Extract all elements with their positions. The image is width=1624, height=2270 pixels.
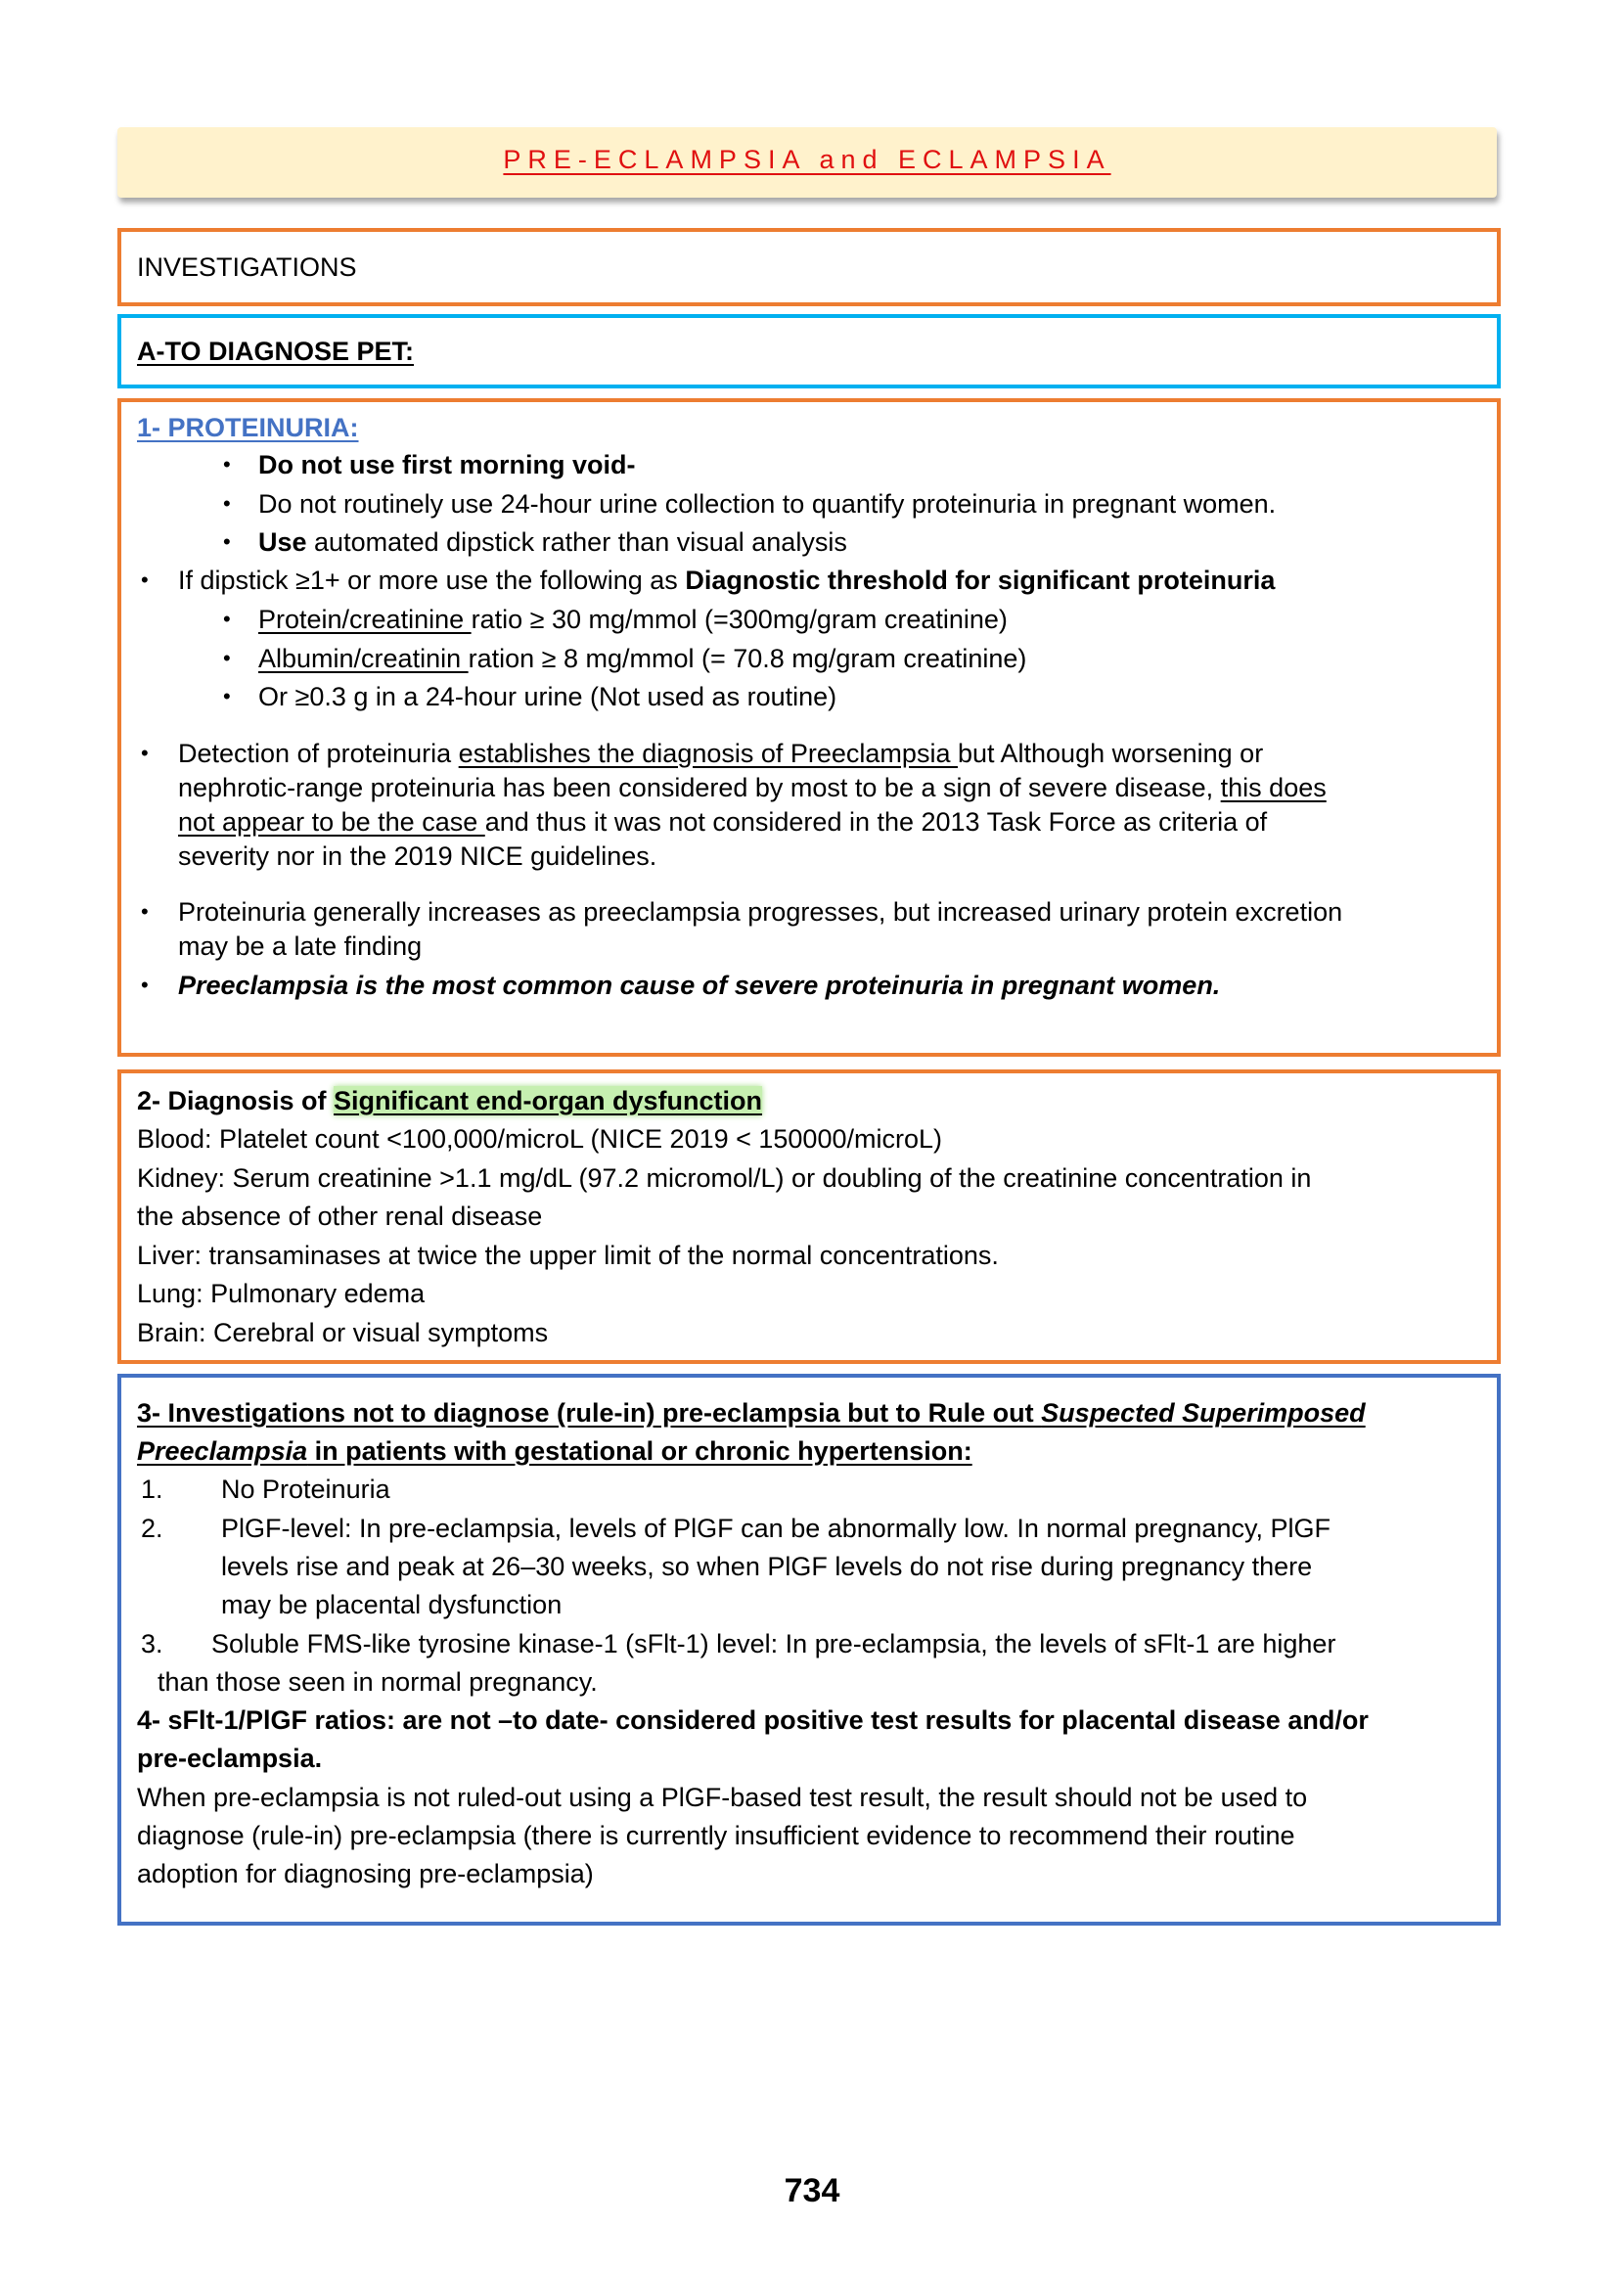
bullet-icon: • [141, 973, 149, 997]
criteria-kidney: Kidney: Serum creatinine >1.1 mg/dL (97.2 micromol/L) or doubling of the creatinine concentration in [137, 1163, 1312, 1193]
text: ration ≥ 8 mg/mmol (= 70.8 mg/gram creatinine) [468, 644, 1027, 673]
investigations-label: INVESTIGATIONS [137, 252, 357, 282]
paragraph-line: Proteinuria generally increases as preeclampsia progresses, but increased urinary protein excretion [178, 897, 1343, 927]
bullet-icon: • [141, 741, 149, 765]
bullet-icon: • [141, 568, 149, 592]
list-number: 2. [141, 1514, 163, 1543]
rule-out-heading [137, 1397, 1366, 1429]
bullet-icon: • [223, 452, 231, 477]
section-a-box [117, 314, 1501, 388]
list-item: No Proteinuria [221, 1475, 390, 1504]
end-organ-box [117, 1069, 1501, 1364]
page-number: 734 [784, 2172, 840, 2209]
list-item [178, 565, 1275, 596]
criteria-kidney-cont: the absence of other renal disease [137, 1202, 543, 1231]
criteria-blood: Blood: Platelet count <100,000/microL (NICE 2019 < 150000/microL) [137, 1124, 942, 1154]
paragraph-line [178, 772, 1327, 803]
note-line: When pre-eclampsia is not ruled-out using a PlGF-based test result, the result should not be used to [137, 1783, 1308, 1812]
investigations-box [117, 228, 1501, 306]
list-item: Do not routinely use 24-hour urine collection to quantify proteinuria in pregnant women. [258, 489, 1277, 519]
page-title: PRE-ECLAMPSIA and ECLAMPSIA [503, 145, 1111, 174]
ratio-statement-cont: pre-eclampsia. [137, 1744, 323, 1773]
rule-out-box [117, 1374, 1501, 1926]
list-item-cont: may be placental dysfunction [221, 1590, 563, 1619]
rule-out-heading-cont [137, 1435, 972, 1467]
title-banner [117, 127, 1497, 198]
list-item: Or ≥0.3 g in a 24-hour urine (Not used as routine) [258, 682, 837, 711]
text: and thus it was not considered in the 2013 Task Force as criteria of [484, 807, 1268, 837]
list-item [258, 643, 1026, 674]
emphasis: Diagnostic threshold for significant proteinuria [685, 566, 1276, 595]
list-item-cont: than those seen in normal pregnancy. [158, 1667, 598, 1697]
list-item: Soluble FMS-like tyrosine kinase-1 (sFlt-1) level: In pre-eclampsia, the levels of sFlt-1 are higher [211, 1629, 1336, 1658]
text: 3- Investigations not to diagnose (rule-in) pre-eclampsia but to Rule out [137, 1398, 1042, 1428]
list-number: 3. [141, 1629, 163, 1658]
list-item: Preeclampsia is the most common cause of severe proteinuria in pregnant women. [178, 971, 1221, 1000]
note-line: diagnose (rule-in) pre-eclampsia (there is currently insufficient evidence to recommend their routine [137, 1821, 1295, 1850]
text: but Although worsening or [957, 739, 1264, 768]
paragraph-line [178, 738, 1263, 769]
text: in patients with gestational or chronic hypertension: [307, 1436, 972, 1466]
criteria-brain: Brain: Cerebral or visual symptoms [137, 1318, 549, 1347]
text: Detection of proteinuria [178, 739, 459, 768]
text: 2- Diagnosis of [137, 1086, 335, 1115]
list-item-cont: levels rise and peak at 26–30 weeks, so when PlGF levels do not rise during pregnancy there [221, 1552, 1313, 1581]
bullet-icon: • [223, 491, 231, 516]
ratio-statement: 4- sFlt-1/PlGF ratios: are not –to date- considered positive test results for placental disease and/or [137, 1705, 1369, 1735]
underlined-text: this does [1220, 773, 1327, 802]
text: automated dipstick rather than visual analysis [306, 527, 847, 557]
list-item: PlGF-level: In pre-eclampsia, levels of PlGF can be abnormally low. In normal pregnancy, PlGF [221, 1514, 1331, 1543]
underlined-term: Albumin/creatinin [258, 644, 469, 673]
paragraph-line: may be a late finding [178, 931, 423, 961]
list-item [258, 526, 847, 558]
text: ratio ≥ 30 mg/mmol (=300mg/gram creatinine) [471, 605, 1008, 634]
underlined-term: Protein/creatinine [258, 605, 472, 634]
paragraph-line: severity nor in the 2019 NICE guidelines. [178, 841, 657, 871]
bullet-icon: • [223, 684, 231, 708]
emphasis: Use [258, 527, 307, 557]
underlined-text: establishes the diagnosis of Preeclampsia [458, 739, 958, 768]
text: nephrotic-range proteinuria has been considered by most to be a sign of severe disease, [178, 773, 1221, 802]
paragraph-line [178, 806, 1267, 838]
end-organ-heading [137, 1085, 762, 1116]
list-item [258, 604, 1008, 635]
bullet-icon: • [141, 899, 149, 924]
list-number: 1. [141, 1475, 163, 1504]
italic-text: Suspected Superimposed [1041, 1398, 1366, 1428]
text: If dipstick ≥1+ or more use the following as [178, 566, 686, 595]
proteinuria-heading: 1- PROTEINURIA: [137, 413, 359, 442]
underlined-text: not appear to be the case [178, 807, 485, 837]
bullet-icon: • [223, 529, 231, 554]
bullet-icon: • [223, 607, 231, 631]
proteinuria-box [117, 398, 1501, 1057]
section-a-heading: A-TO DIAGNOSE PET: [137, 337, 415, 366]
criteria-lung: Lung: Pulmonary edema [137, 1279, 426, 1308]
bullet-icon: • [223, 646, 231, 670]
list-item: Do not use first morning void- [258, 450, 636, 479]
note-line: adoption for diagnosing pre-eclampsia) [137, 1859, 594, 1888]
italic-text: Preeclampsia [137, 1436, 308, 1466]
criteria-liver: Liver: transaminases at twice the upper limit of the normal concentrations. [137, 1241, 999, 1270]
highlighted-text: Significant end-organ dysfunction [334, 1086, 763, 1115]
